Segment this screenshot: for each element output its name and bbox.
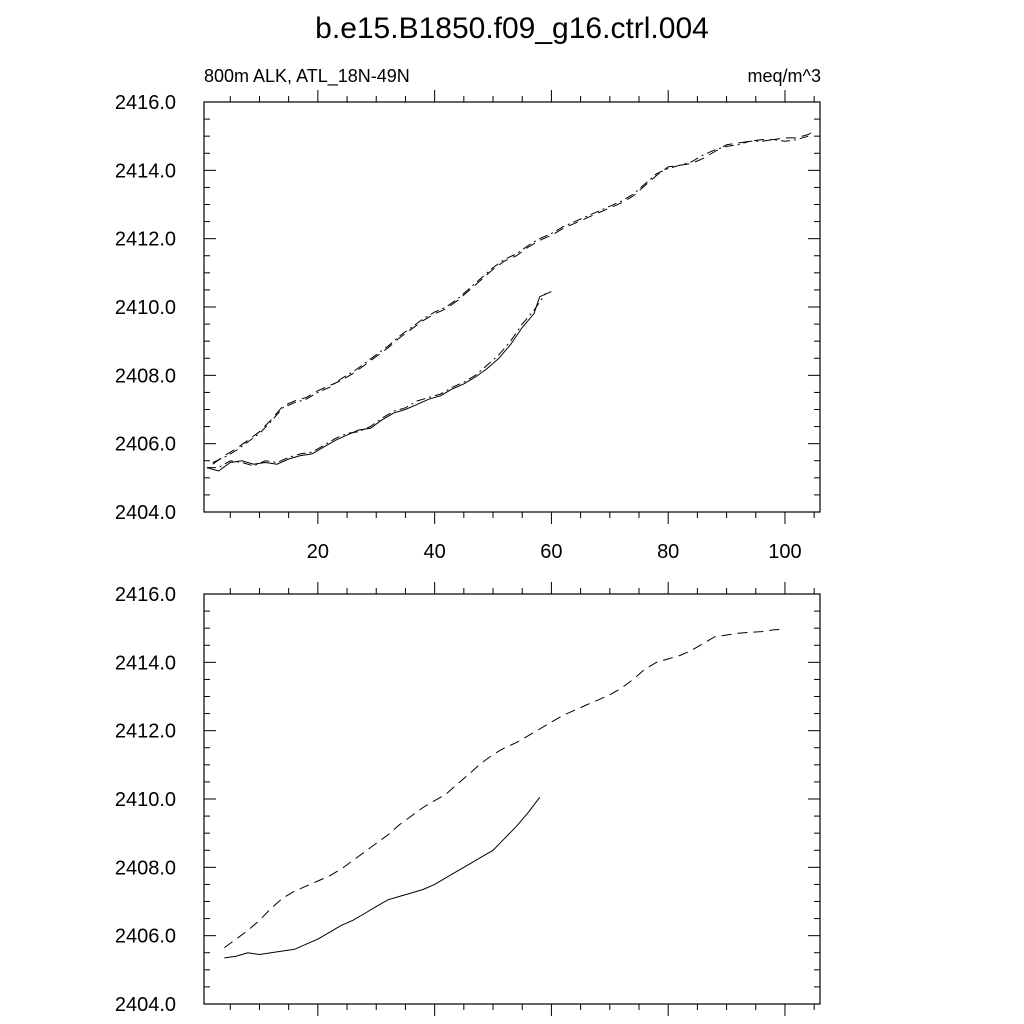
top-panel-right-label: meq/m^3 — [747, 66, 821, 86]
top-y-tick-label: 2406.0 — [114, 433, 176, 456]
top-x-tick-label: 60 — [540, 541, 563, 563]
bottom-series-line-1 — [224, 797, 539, 958]
top-y-tick-label: 2404.0 — [114, 502, 176, 524]
top-plot-frame — [204, 102, 820, 512]
top-series-line-2 — [207, 293, 546, 467]
top-x-tick-label: 40 — [423, 541, 446, 563]
bottom-y-tick-label: 2410.0 — [114, 789, 176, 811]
top-series-line-1 — [207, 292, 552, 471]
page-title: b.e15.B1850.f09_g16.ctrl.004 — [315, 12, 709, 45]
bottom-y-tick-label: 2416.0 — [114, 584, 176, 606]
top-y-tick-label: 2408.0 — [114, 365, 176, 388]
bottom-y-tick-label: 2404.0 — [114, 994, 176, 1016]
top-x-tick-label: 20 — [306, 541, 329, 563]
bottom-series-line-2 — [224, 629, 785, 947]
bottom-plot-frame — [204, 594, 820, 1004]
bottom-panel — [115, 582, 820, 1016]
top-panel-left-label: 800m ALK, ATL_18N-49N — [204, 66, 410, 86]
top-y-tick-label: 2410.0 — [114, 297, 176, 319]
top-x-tick-label: 80 — [657, 541, 680, 563]
bottom-y-tick-label: 2408.0 — [114, 857, 176, 880]
top-series-line-4 — [213, 136, 809, 462]
bottom-y-tick-label: 2414.0 — [114, 652, 176, 675]
top-x-tick-label: 100 — [768, 541, 802, 563]
top-series-line-3 — [213, 131, 814, 464]
top-y-tick-label: 2412.0 — [114, 228, 176, 251]
bottom-y-tick-label: 2412.0 — [114, 720, 176, 743]
bottom-y-tick-label: 2406.0 — [114, 925, 176, 948]
top-y-tick-label: 2416.0 — [114, 92, 176, 114]
top-panel — [115, 66, 821, 563]
top-y-tick-label: 2414.0 — [114, 160, 176, 183]
